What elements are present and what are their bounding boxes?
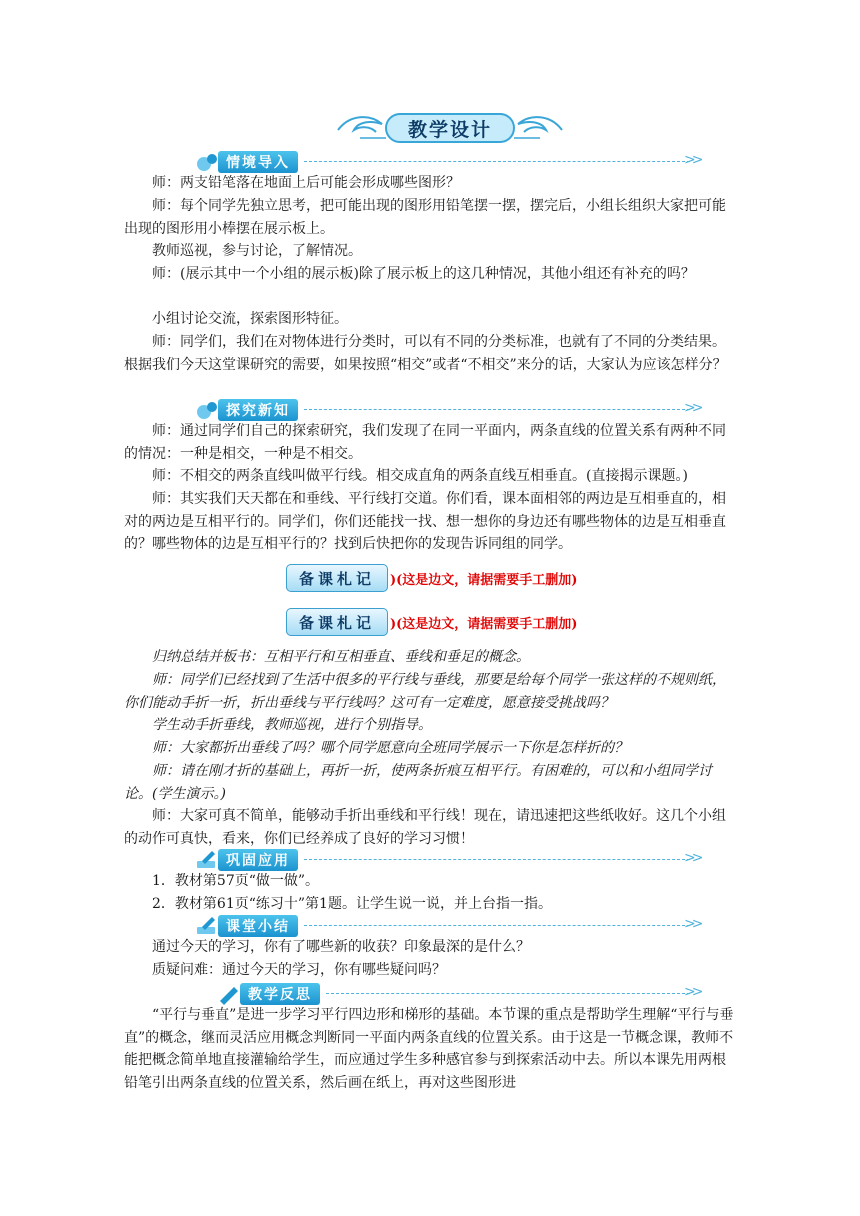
paragraph: “平行与垂直”是进一步学习平行四边形和梯形的基础。本节课的重点是帮助学生理解“平行与垂直”的概念，继而灵活应用概念判断同一平面内两条直线的位置关系。由于这是一节概念课，教师不能把概念简单地直接灌输给学生，而应通过学生多种感官参与到探索活动中去。所以本课先用两根铅笔引出两条直线的位置关系，然后画在纸上，再对这些图形进 — [124, 1007, 734, 1091]
paragraph: 师：通过同学们自己的探索研究，我们发现了在同一平面内，两条直线的位置关系有两种不同的情况：一种是相交，一种是不相交。 — [124, 423, 726, 462]
paragraph: 1．教材第57页“做一做”。 — [152, 873, 320, 889]
section-divider — [304, 859, 690, 860]
note-text: )(这是边文，请据需要手工删加) — [390, 573, 578, 588]
section-label-intro: 情境导入 — [218, 151, 298, 173]
paragraph: 小组讨论交流，探索图形特征。 — [152, 311, 348, 327]
paragraph: 学生动手折垂线，教师巡视，进行个别指导。 — [152, 717, 432, 733]
double-arrow-icon: >> — [684, 916, 700, 932]
paragraph: 师：大家都折出垂线了吗？哪个同学愿意向全班同学展示一下你是怎样折的？ — [152, 740, 628, 756]
section-header-summary — [190, 914, 710, 938]
section-header-apply — [190, 848, 710, 872]
paragraph: 教师巡视，参与讨论，了解情况。 — [152, 243, 362, 259]
paragraph: 师：大家可真不简单，能够动手折出垂线和平行线！现在，请迅速把这些纸收好。这几个小组的动作可真快，看来，你们已经养成了良好的学习习惯！ — [124, 808, 726, 847]
section-divider — [304, 161, 690, 162]
double-arrow-icon: >> — [684, 400, 700, 416]
paragraph: 师：(展示其中一个小组的展示板)除了展示板上的这几种情况，其他小组还有补充的吗？ — [152, 266, 695, 282]
paragraph: 师：不相交的两条直线叫做平行线。相交成直角的两条直线互相垂直。(直接揭示课题。) — [152, 468, 688, 484]
pencil-icon — [216, 983, 242, 1005]
section-label-apply: 巩固应用 — [218, 849, 298, 871]
lesson-note — [286, 608, 686, 636]
paragraph: 2．教材第61页“练习十”第1题。让学生说一说，并上台指一指。 — [152, 896, 552, 912]
double-arrow-icon: >> — [684, 850, 700, 866]
section-divider — [304, 925, 690, 926]
section-label-reflection: 教学反思 — [240, 983, 320, 1005]
section-header-intro — [190, 150, 710, 174]
paragraph: 通过今天的学习，你有了哪些新的收获？印象最深的是什么？ — [152, 939, 530, 955]
section-icon — [194, 151, 220, 173]
paragraph: 师：请在刚才折的基础上，再折一折，使两条折痕互相平行。有困难的，可以和小组同学讨论。(学生演示。) — [124, 763, 712, 802]
paragraph: 师：同学们，我们在对物体进行分类时，可以有不同的分类标准，也就有了不同的分类结果。根据我们今天这堂课研究的需要，如果按照“相交”或者“不相交”来分的话，大家认为应该怎样分？ — [124, 334, 727, 373]
pencil-book-icon — [194, 849, 220, 871]
paragraph: 质疑问难：通过今天的学习，你有哪些疑问吗？ — [152, 962, 446, 978]
double-arrow-icon: >> — [684, 152, 700, 168]
section-label-explore: 探究新知 — [218, 399, 298, 421]
paragraph: 师：其实我们天天都在和垂线、平行线打交道。你们看，课本面相邻的两边是互相垂直的，相对的两边是互相平行的。同学们，你们还能找一找、想一想你的身边还有哪些物体的边是互相垂直的？哪些物体的边是互相平行的？找到后快把你的发现告诉同组的同学。 — [124, 491, 726, 552]
double-arrow-icon: >> — [684, 984, 700, 1000]
header-banner — [330, 108, 570, 148]
note-badge: 备课札记 — [286, 608, 388, 636]
section-label-summary: 课堂小结 — [218, 915, 298, 937]
lesson-note — [286, 564, 686, 592]
paragraph: 归纳总结并板书：互相平行和互相垂直、垂线和垂足的概念。 — [152, 649, 530, 665]
page-title: 教学设计 — [407, 118, 492, 141]
section-header-explore — [190, 398, 710, 422]
note-text: )(这是边文，请据需要手工删加) — [390, 617, 578, 632]
paragraph: 师：同学们已经找到了生活中很多的平行线与垂线，那要是给每个同学一张这样的不规则纸，你们能动手折一折，折出垂线与平行线吗？这可有一定难度，愿意接受挑战吗？ — [124, 672, 726, 711]
paragraph: 师：两支铅笔落在地面上后可能会形成哪些图形？ — [152, 175, 460, 191]
note-badge: 备课札记 — [286, 564, 388, 592]
section-icon — [194, 399, 220, 421]
section-divider — [326, 993, 690, 994]
paragraph: 师：每个同学先独立思考，把可能出现的图形用铅笔摆一摆，摆完后，小组长组织大家把可能出现的图形用小棒摆在展示板上。 — [124, 198, 726, 237]
section-header-reflection — [212, 982, 732, 1006]
section-divider — [304, 409, 690, 410]
pencil-book-icon — [194, 915, 220, 937]
